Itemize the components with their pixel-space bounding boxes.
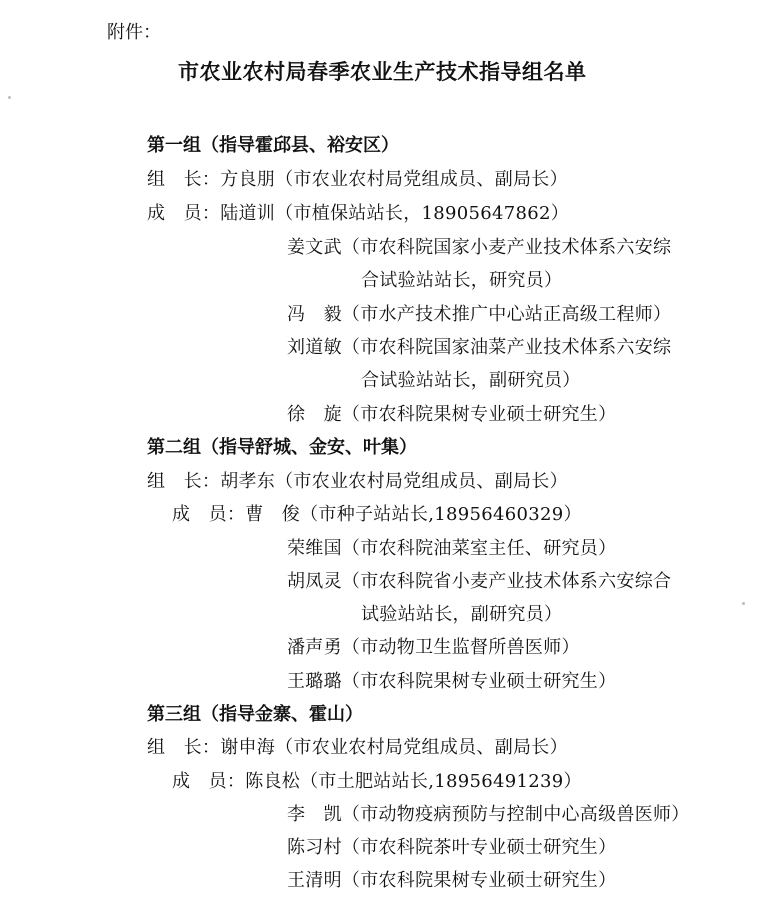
group-3-member: 李 凯（市动物疫病预防与控制中心高级兽医师） — [287, 804, 690, 825]
group-2-member: 胡凤灵（市农科院省小麦产业技术体系六安综合 — [287, 571, 672, 592]
group-2-member-cont: 试验站站长，副研究员） — [361, 604, 563, 625]
group-2-member: 潘声勇（市动物卫生监督所兽医师） — [287, 637, 580, 658]
group-2-member: 荣维国（市农科院油菜室主任、研究员） — [287, 538, 617, 559]
group-1-member: 成 员：陆道训（市植保站站长，18905647862） — [147, 203, 570, 224]
group-1-member: 姜文武（市农科院国家小麦产业技术体系六安综 — [287, 237, 672, 258]
page-title: 市农业农村局春季农业生产技术指导组名单 — [178, 59, 587, 84]
group-3-member: 王清明（市农科院果树专业硕士研究生） — [287, 870, 617, 891]
group-1-heading: 第一组（指导霍邱县、裕安区） — [147, 135, 399, 156]
group-1-leader: 组 长：方良朋（市农业农村局党组成员、副局长） — [147, 169, 568, 190]
scan-speck — [8, 96, 11, 99]
group-2-heading: 第二组（指导舒城、金安、叶集） — [147, 437, 417, 458]
group-3-leader: 组 长：谢申海（市农业农村局党组成员、副局长） — [147, 737, 568, 758]
group-1-member-cont: 合试验站站长，研究员） — [361, 270, 563, 291]
group-2-member: 成 员：曹 俊（市种子站站长,18956460329） — [172, 504, 582, 525]
group-3-member: 陈习村（市农科院茶叶专业硕士研究生） — [287, 837, 617, 858]
attachment-label: 附件： — [107, 22, 161, 43]
group-1-member: 徐 旋（市农科院果树专业硕士研究生） — [287, 404, 617, 425]
group-1-member: 刘道敏（市农科院国家油菜产业技术体系六安综 — [287, 337, 672, 358]
group-3-heading: 第三组（指导金寨、霍山） — [147, 704, 363, 725]
group-1-member-cont: 合试验站站长，副研究员） — [361, 370, 581, 391]
group-1-member: 冯 毅（市水产技术推广中心站正高级工程师） — [287, 304, 672, 325]
group-2-member: 王璐璐（市农科院果树专业硕士研究生） — [287, 671, 617, 692]
group-2-leader: 组 长：胡孝东（市农业农村局党组成员、副局长） — [147, 471, 568, 492]
group-3-member: 成 员：陈良松（市土肥站站长,18956491239） — [172, 771, 582, 792]
scan-speck — [742, 602, 745, 605]
